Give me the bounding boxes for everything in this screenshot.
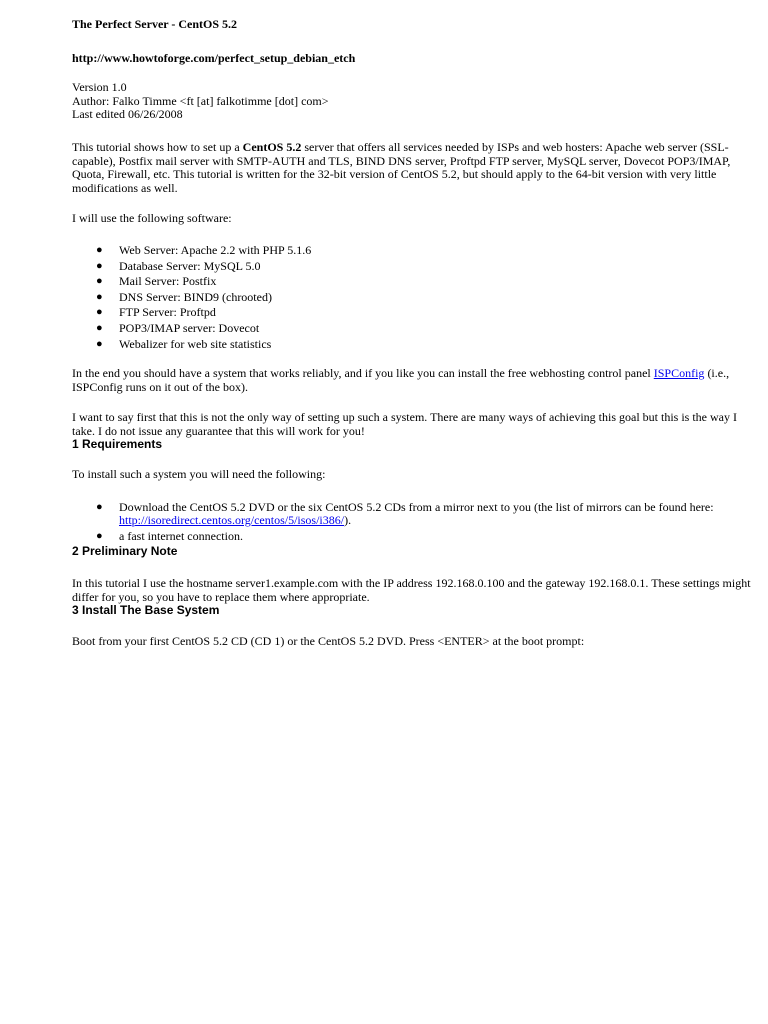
bullet-icon: ● <box>96 529 103 542</box>
requirement-text-after: ). <box>344 513 352 528</box>
section-heading-requirements: 1 Requirements <box>72 437 163 452</box>
software-item-label: Webalizer for web site statistics <box>119 336 272 351</box>
list-item <box>72 530 752 544</box>
bullet-icon: ● <box>96 243 103 256</box>
software-item-label: Database Server: MySQL 5.0 <box>119 258 261 273</box>
bullet-icon: ● <box>96 290 103 303</box>
centos-mirror-link[interactable]: http://isoredirect.centos.org/centos/5/isos/i386/ <box>119 513 345 528</box>
list-item <box>72 338 752 352</box>
software-item-label: FTP Server: Proftpd <box>119 305 216 320</box>
author-line: Author: Falko Timme <ft [at] falkotimme [dot] com> <box>72 93 329 108</box>
end-text-before: In the end you should have a system that works reliably, and if you like you can install the free webhosting control panel <box>72 366 654 381</box>
document-page <box>72 16 752 648</box>
last-edited-line: Last edited 06/26/2008 <box>72 107 183 122</box>
list-item <box>72 275 752 289</box>
bullet-icon: ● <box>96 259 103 272</box>
requirement-text-before: Download the CentOS 5.2 DVD or the six CentOS 5.2 CDs from a mirror next to you (the list of mirrors can be found here: <box>119 499 714 514</box>
software-item-label: Mail Server: Postfix <box>119 274 217 289</box>
end-text-after: (i.e., ISPConfig runs on it out of the box). <box>72 366 730 394</box>
list-item <box>72 501 752 528</box>
preliminary-paragraph: In this tutorial I use the hostname server1.example.com with the IP address 192.168.0.100 and the gateway 192.168.0.1. These settings might differ for you, so you have to replace them where appropriate. <box>72 576 751 604</box>
intro-text-before: This tutorial shows how to set up a <box>72 139 243 154</box>
intro-bold-os: CentOS 5.2 <box>242 139 302 154</box>
intro-paragraph <box>72 141 752 195</box>
end-paragraph <box>72 367 752 394</box>
bullet-icon: ● <box>96 321 103 334</box>
section-heading-preliminary: 2 Preliminary Note <box>72 544 178 559</box>
document-title: The Perfect Server - CentOS 5.2 <box>72 17 238 31</box>
software-intro: I will use the following software: <box>72 211 232 226</box>
software-item-label: POP3/IMAP server: Dovecot <box>119 320 260 335</box>
software-item-label: Web Server: Apache 2.2 with PHP 5.1.6 <box>119 242 312 257</box>
requirements-intro: To install such a system you will need the following: <box>72 467 326 482</box>
disclaimer-paragraph: I want to say first that this is not the only way of setting up such a system. There are many ways of achieving this goal but this is the way I take. I do not issue any guarantee that this will work for you! <box>72 410 737 438</box>
list-item <box>72 306 752 320</box>
bullet-icon: ● <box>96 500 103 513</box>
list-item <box>72 260 752 274</box>
section-heading-base-system: 3 Install The Base System <box>72 603 220 618</box>
ispconfig-link[interactable]: ISPConfig <box>653 366 705 381</box>
requirement-item-label: a fast internet connection. <box>119 528 243 543</box>
software-list <box>72 244 752 351</box>
list-item <box>72 291 752 305</box>
base-system-paragraph: Boot from your first CentOS 5.2 CD (CD 1) or the CentOS 5.2 DVD. Press <ENTER> at the boot prompt: <box>72 633 585 648</box>
source-url: http://www.howtoforge.com/perfect_setup_debian_etch <box>72 50 356 65</box>
document-meta <box>72 81 752 122</box>
bullet-icon: ● <box>96 275 103 288</box>
requirements-list <box>72 501 752 544</box>
list-item <box>72 322 752 336</box>
bullet-icon: ● <box>96 306 103 319</box>
version-line: Version 1.0 <box>72 80 127 95</box>
bullet-icon: ● <box>96 337 103 350</box>
intro-text-after: server that offers all services needed by ISPs and web hosters: Apache web server (SSL-capable), Postfix mail server with SMTP-AUTH and TLS, BIND DNS server, Proftpd FTP server, MySQL server, Dovecot POP3/IMAP, Quota, Firewall, etc. This tutorial is written for the 32-bit version of CentOS 5.2, but should apply to the 64-bit version with very little modifications as well. <box>72 139 731 195</box>
software-item-label: DNS Server: BIND9 (chrooted) <box>119 289 272 304</box>
list-item <box>72 244 752 258</box>
